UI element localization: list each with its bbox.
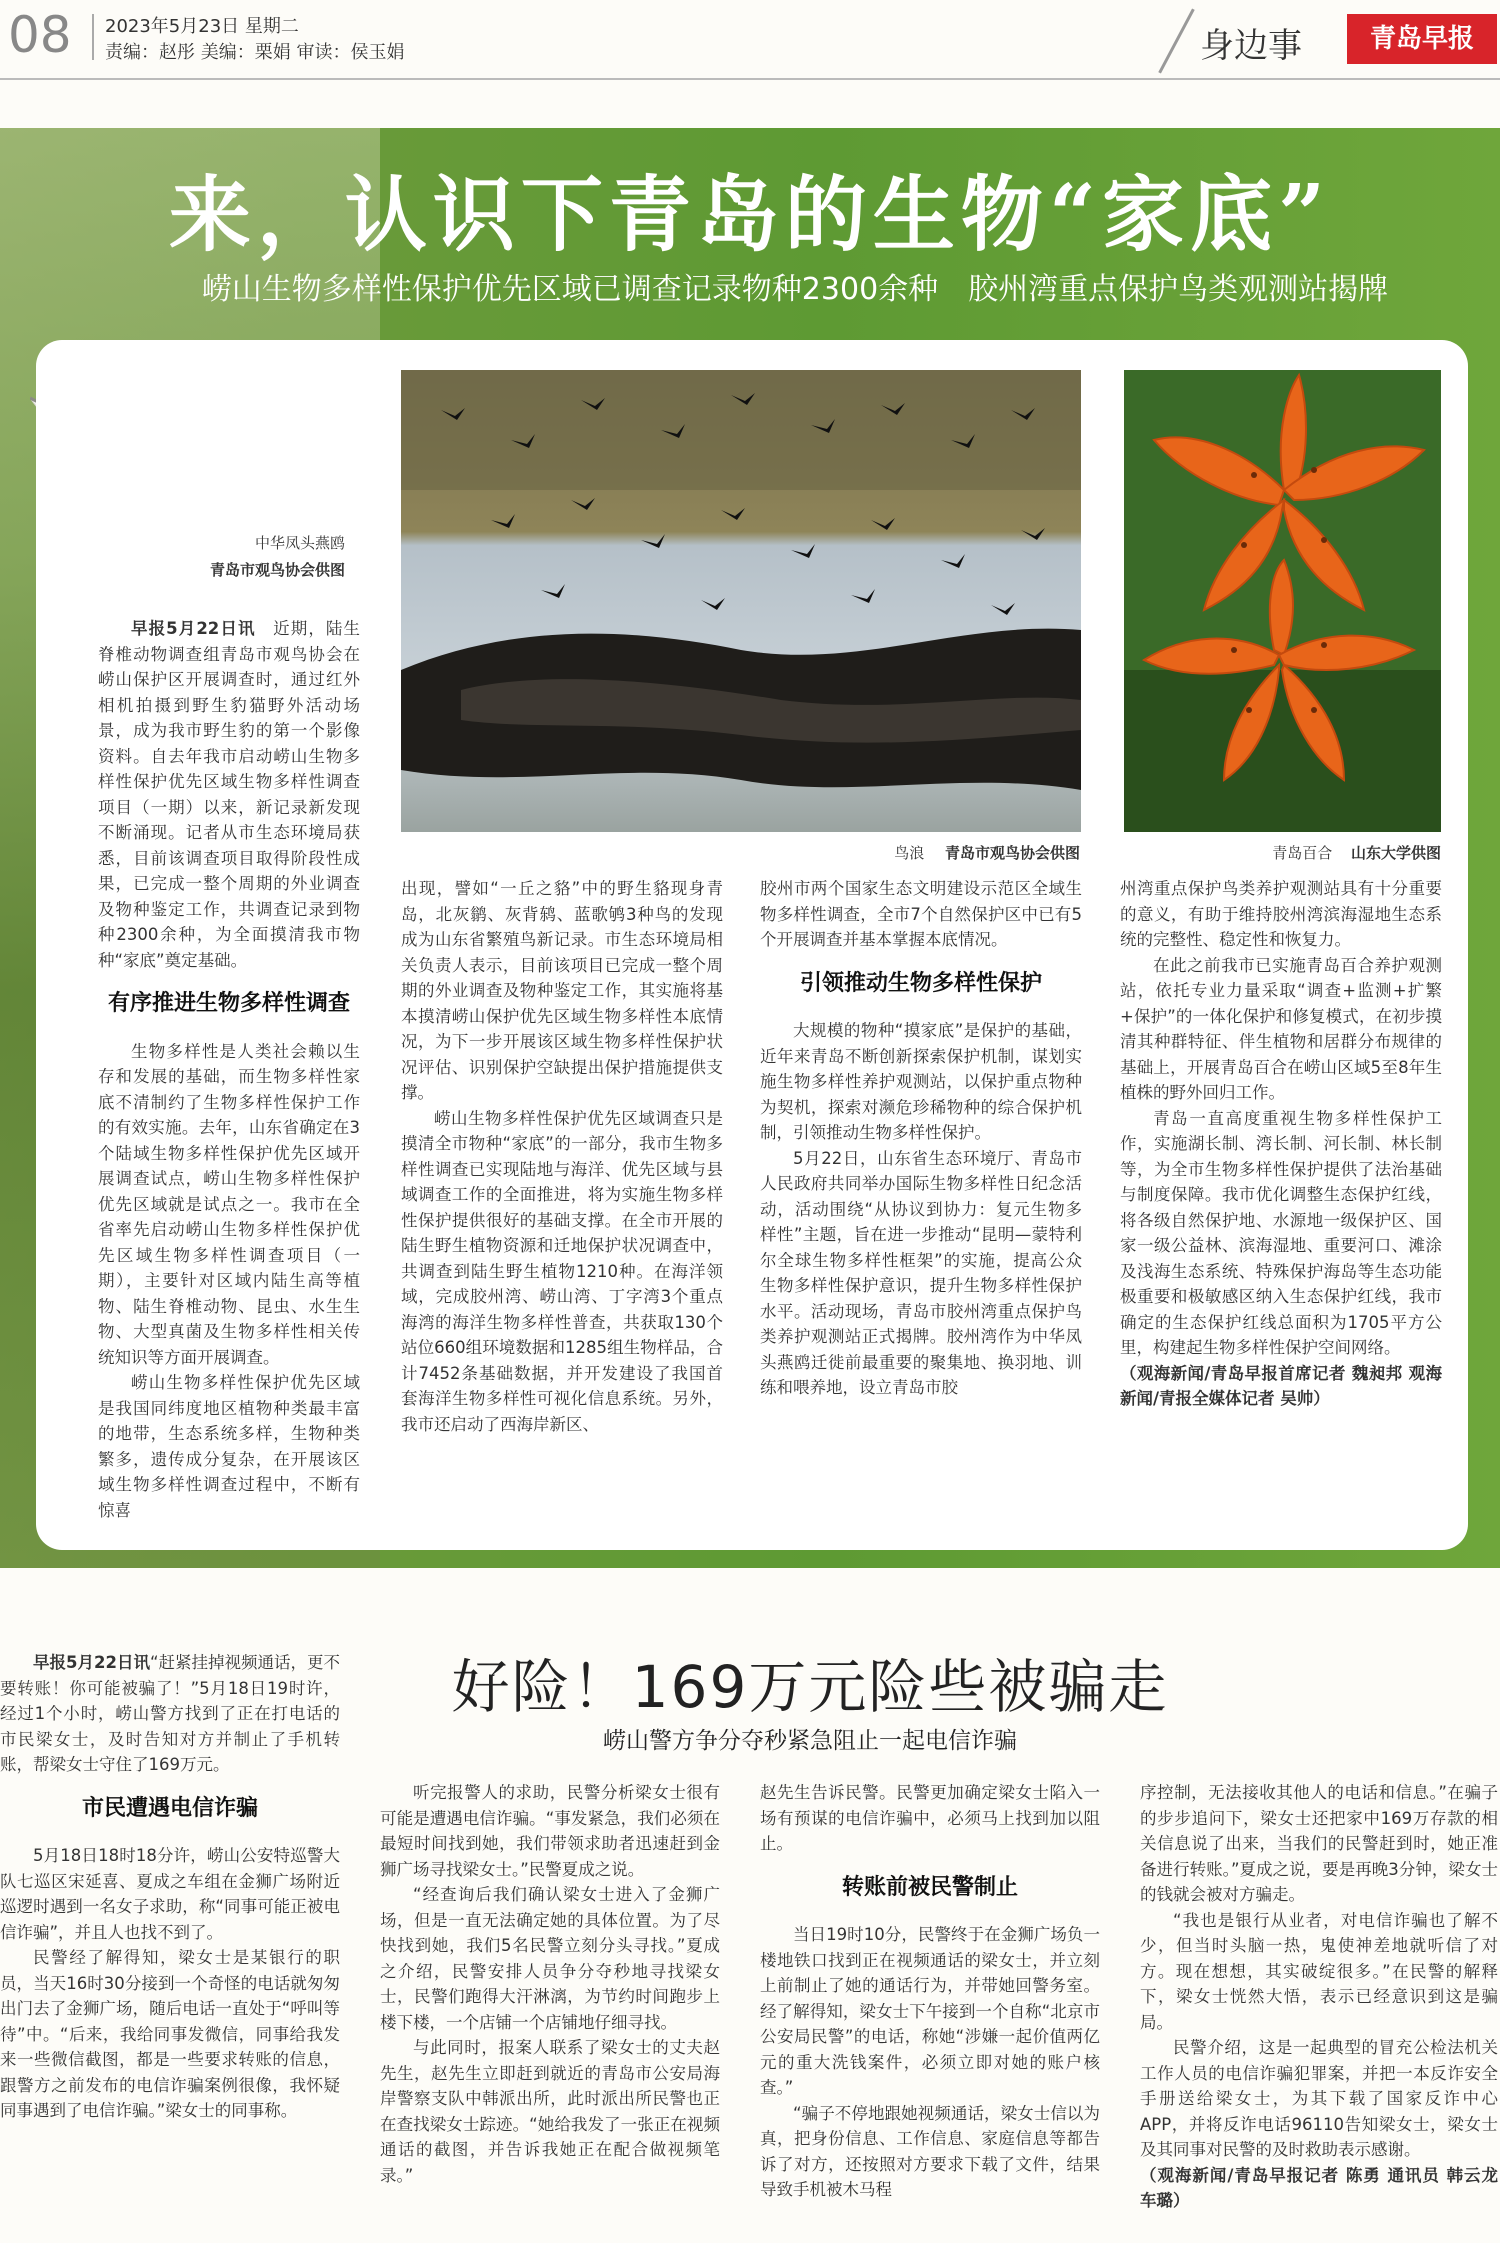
article2-col3-p2: 当日19时10分，民警终于在金狮广场负一楼地铁口找到正在视频通话的梁女士，并立刻上前制止了她的通话行为，并带她回警务室。经了解得知，梁女士下午接到一个自称“北京市公安局民警”的电话，称她“涉嫌一起价值两亿元的重大洗钱案件，必须立即对她的账户核查。” xyxy=(760,1925,1100,2097)
feature-col4-p3: 青岛一直高度重视生物多样性保护工作，实施湖长制、湾长制、河长制、林长制等，为全市生物多样性保护提供了法治基础与制度保障。我市优化调整生态保护红线，将各级自然保护地、水源地一级保护区、国家一级公益林、滨海湿地、重要河口、滩涂及浅海生态系统、特殊保护海岛等生态功能极重要和极敏感区纳入生态保护红线，我市确定的生态保护红线总面积为1705平方公里，构建起生物多样性保护空间网络。 xyxy=(1120,1108,1442,1357)
lily-caption-name: 青岛百合 xyxy=(1272,844,1333,862)
feature-col1-p3: 崂山生物多样性保护优先区域是我国同纬度地区植物种类最丰富的地带，生态系统多样，生物种类繁多，遗传成分复杂，在开展该区域生物多样性调查过程中，不断有惊喜 xyxy=(98,1373,360,1520)
article2-col3-p1: 赵先生告诉民警。民警更加确定梁女士陷入一场有预谋的电信诈骗中，必须马上找到加以阻止。 xyxy=(760,1783,1100,1853)
article2-subheadline: 崂山警方争分夺秒紧急阻止一起电信诈骗 xyxy=(603,1728,1017,1754)
tern-caption-credit: 青岛市观鸟协会供图 xyxy=(209,561,345,579)
section-title: 身边事 xyxy=(1200,26,1302,66)
lily-photo xyxy=(1124,370,1441,832)
lily-caption xyxy=(1124,842,1441,863)
bird-flock-photo xyxy=(401,370,1081,832)
feature-column-3 xyxy=(760,876,1082,1401)
tern-caption-name: 中华凤头燕鸥 xyxy=(254,534,345,552)
feature-headline: 来，认识下青岛的生物“家底” xyxy=(168,167,1332,263)
article2-headline: 好险！169万元险些被骗走 xyxy=(451,1653,1169,1721)
page-number: 08 xyxy=(8,6,72,64)
dateline: 早报5月22日讯 xyxy=(131,619,256,638)
lily-flower-image xyxy=(1124,370,1441,832)
article2-col2-p1: 听完报警人的求助，民警分析梁女士很有可能是遭遇电信诈骗。“事发紧急，我们必须在最短时间找到她，我们带领求助者迅速赶到金狮广场寻找梁女士。”民警夏成之说。 xyxy=(380,1783,720,1879)
article2-column-4 xyxy=(1140,1780,1498,2214)
feature-col2-p2: 崂山生物多样性保护优先区域调查只是摸清全市物种“家底”的一部分，我市生物多样性调查已实现陆地与海洋、优先区域与县域调查工作的全面推进，将为实施生物多样性保护提供很好的基础支撑。在全市开展的陆生野生植物资源和迁地保护状况调查中，共调查到陆生野生植物1210种。在海洋领域，完成胶州湾、崂山湾、丁字湾3个重点海湾的海洋生物多样性普查，共获取130个站位660组环境数据和1285组生物样品，合计7452条基础数据，并开发建设了我国首套海洋生物多样性可视化信息系统。另外，我市还启动了西海岸新区、 xyxy=(401,1108,723,1434)
article2-byline: （观海新闻/青岛早报记者 陈勇 通讯员 韩云龙 车璐） xyxy=(1140,2165,1498,2210)
feature-col2-p1: 出现，譬如“一丘之貉”中的野生貉现身青岛，北灰鹟、灰背鸫、蓝歌鸲3种鸟的发现成为山东省繁殖鸟新记录。市生态环境局相关负责人表示，目前该项目已完成一整个周期的外业调查及物种鉴定工作，其实施将基本摸清崂山保护优先区域生物多样性本底情况，为下一步开展该区域生物多样性保护状况评估、识别保护空缺提出保护措施提供支撑。 xyxy=(401,879,723,1102)
article2-col2-p2: “经查询后我们确认梁女士进入了金狮广场，但是一直无法确定她的具体位置。为了尽快找到她，我们5名民警立刻分头寻找。”夏成之介绍，民警安排人员争分夺秒地寻找梁女士，民警们跑得大汗淋漓，为节约时间跑步上楼下楼，一个店铺一个店铺地仔细寻找。 xyxy=(380,1885,720,2032)
article2-subheading-2: 转账前被民警制止 xyxy=(841,1874,1018,1900)
article2-column-1 xyxy=(0,1650,340,2124)
article2-col2-p3: 与此同时，报案人联系了梁女士的丈夫赵先生，赵先生立即赶到就近的青岛市公安局海岸警察支队中韩派出所，此时派出所民警也正在查找梁女士踪迹。“她给我发了一张正在视频通话的截图，并告诉我她正在配合做视频笔录。” xyxy=(380,2038,720,2185)
header-divider xyxy=(92,14,94,60)
article2-dateline: 早报5月22日讯 xyxy=(33,1653,150,1672)
tern-caption xyxy=(150,532,345,580)
article2-column-3 xyxy=(760,1780,1100,2203)
newspaper-logo: 青岛早报 xyxy=(1347,14,1497,64)
bird-flock-image xyxy=(401,370,1081,832)
feature-column-2 xyxy=(401,876,723,1437)
feature-column-1 xyxy=(98,616,360,1523)
article2-col3-p3: “骗子不停地跟她视频通话，梁女士信以为真，把身份信息、工作信息、家庭信息等都告诉了对方，还按照对方要求下载了文件，结果导致手机被木马程 xyxy=(760,2103,1100,2199)
feature-col1-p1: 近期，陆生脊椎动物调查组青岛市观鸟协会在崂山保护区开展调查时，通过红外相机拍摄到野生豹猫野外活动场景，成为我市野生豹的第一个影像资料。自去年我市启动崂山生物多样性保护优先区域生物多样性调查项目（一期）以来，新记录新发现不断涌现。记者从市生态环境局获悉，目前该调查项目取得阶段性成果，已完成一整个周期的外业调查及物种鉴定工作，共调查记录到物种2300余种，为全面摸清我市物种“家底”奠定基础。 xyxy=(98,619,361,970)
feature-subheading-1: 有序推进生物多样性调查 xyxy=(107,991,350,1016)
feature-byline: （观海新闻/青岛早报首席记者 魏昶邦 观海新闻/青报全媒体记者 吴帅） xyxy=(1120,1363,1442,1408)
article2-col1-p2: 5月18日18时18分许，崂山公安特巡警大队七巡区宋延喜、夏成之车组在金狮广场附近巡逻时遇到一名女子求助，称“同事可能正被电信诈骗”，并且人也找不到了。 xyxy=(0,1846,340,1942)
article2-col1-p3: 民警经了解得知，梁女士是某银行的职员，当天16时30分接到一个奇怪的电话就匆匆出门去了金狮广场，随后电话一直处于“呼叫等待”中。“后来，我给同事发微信，同事给我发来一些微信截图，都是一些要求转账的信息，跟警方之前发布的电信诈骗案例很像，我怀疑同事遇到了电信诈骗。”梁女士的同事称。 xyxy=(0,1948,340,2120)
lily-caption-credit: 山东大学供图 xyxy=(1350,844,1441,862)
article2-col4-p2: “我也是银行从业者，对电信诈骗也了解不少，但当时头脑一热，鬼使神差地就听信了对方。现在想想，其实破绽很多。”在民警的解释下，梁女士恍然大悟，表示已经意识到这是骗局。 xyxy=(1140,1910,1498,2032)
feature-subheading-2: 引领推动生物多样性保护 xyxy=(799,970,1042,996)
feature-col1-p2: 生物多样性是人类社会赖以生存和发展的基础，而生物多样性家底不清制约了生物多样性保护工作的有效实施。去年，山东省确定在3个陆域生物多样性保护优先区域开展调查试点，崂山生物多样性保护优先区域就是试点之一。我市在全省率先启动崂山生物多样性保护优先区域生物多样性调查项目（一期），主要针对区域内陆生高等植物、陆生脊椎动物、昆虫、水生生物、大型真菌及生物多样性相关传统知识等方面开展调查。 xyxy=(98,1041,360,1367)
feature-col3-p3: 5月22日，山东省生态环境厅、青岛市人民政府共同举办国际生物多样性日纪念活动，活动围绕“从协议到协力：复元生物多样性”主题，旨在进一步推动“昆明—蒙特利尔全球生物多样性框架”的实施，提高公众生物多样性保护意识，提升生物多样性保护水平。活动现场，青岛市胶州湾重点保护鸟类养护观测站正式揭牌。胶州湾作为中华凤头燕鸥迁徙前最重要的聚集地、换羽地、训练和喂养地，设立青岛市胶 xyxy=(760,1148,1082,1397)
article2-col1-p1: “赶紧挂掉视频通话，更不要转账！你可能被骗了！”5月18日19时许，经过1个小时，崂山警方找到了正在打电话的市民梁女士，及时告知对方并制止了手机转账，帮梁女士守住了169万元。 xyxy=(0,1653,341,1774)
article2-column-2 xyxy=(380,1780,720,2188)
feature-subhead: 崂山生物多样性保护优先区域已调查记录物种2300余种 胶州湾重点保护鸟类观测站揭牌 xyxy=(201,272,1389,307)
page-header xyxy=(0,0,1500,80)
birds-caption xyxy=(700,842,1080,863)
feature-col3-p2: 大规模的物种“摸家底”是保护的基础，近年来青岛不断创新探索保护机制，谋划实施生物多样性养护观测站，以保护重点物种为契机，探索对濒危珍稀物种的综合保护机制，引领推动生物多样性保护。 xyxy=(760,1021,1082,1142)
header-slash xyxy=(1158,9,1194,74)
feature-col3-p1: 胶州市两个国家生态文明建设示范区全域生物多样性调查，全市7个自然保护区中已有5个开展调查并基本掌握本底情况。 xyxy=(760,879,1082,949)
article2-subheading-1: 市民遭遇电信诈骗 xyxy=(81,1795,258,1821)
feature-col4-p1: 州湾重点保护鸟类养护观测站具有十分重要的意义，有助于维持胶州湾滨海湿地生态系统的完整性、稳定性和恢复力。 xyxy=(1120,879,1442,949)
article2-col4-p1: 序控制，无法接收其他人的电话和信息。”在骗子的步步追问下，梁女士还把家中169万存款的相关信息说了出来，当我们的民警赶到时，她正准备进行转账。”夏成之说，要是再晚3分钟，梁女士的钱就会被对方骗走。 xyxy=(1140,1783,1498,1904)
editor-credits: 责编：赵彤 美编：栗娟 审读：侯玉娟 xyxy=(105,42,405,63)
issue-date: 2023年5月23日 星期二 xyxy=(105,16,299,37)
birds-caption-credit: 青岛市观鸟协会供图 xyxy=(944,844,1080,862)
feature-col4-p2: 在此之前我市已实施青岛百合养护观测站，依托专业力量采取“调查+监测+扩繁+保护”的一体化保护和修复模式，在初步摸清其种群特征、伴生植物和居群分布规律的基础上，开展青岛百合在崂山区域5至8年生植株的野外回归工作。 xyxy=(1120,955,1442,1102)
birds-caption-name: 鸟浪 xyxy=(894,844,925,862)
feature-column-4 xyxy=(1120,876,1442,1412)
article2-col4-p3: 民警介绍，这是一起典型的冒充公检法机关工作人员的电信诈骗犯罪案，并把一本反诈安全手册送给梁女士，为其下载了国家反诈中心APP，并将反诈电话96110告知梁女士，梁女士及其同事对民警的及时救助表示感谢。 xyxy=(1140,2038,1498,2159)
